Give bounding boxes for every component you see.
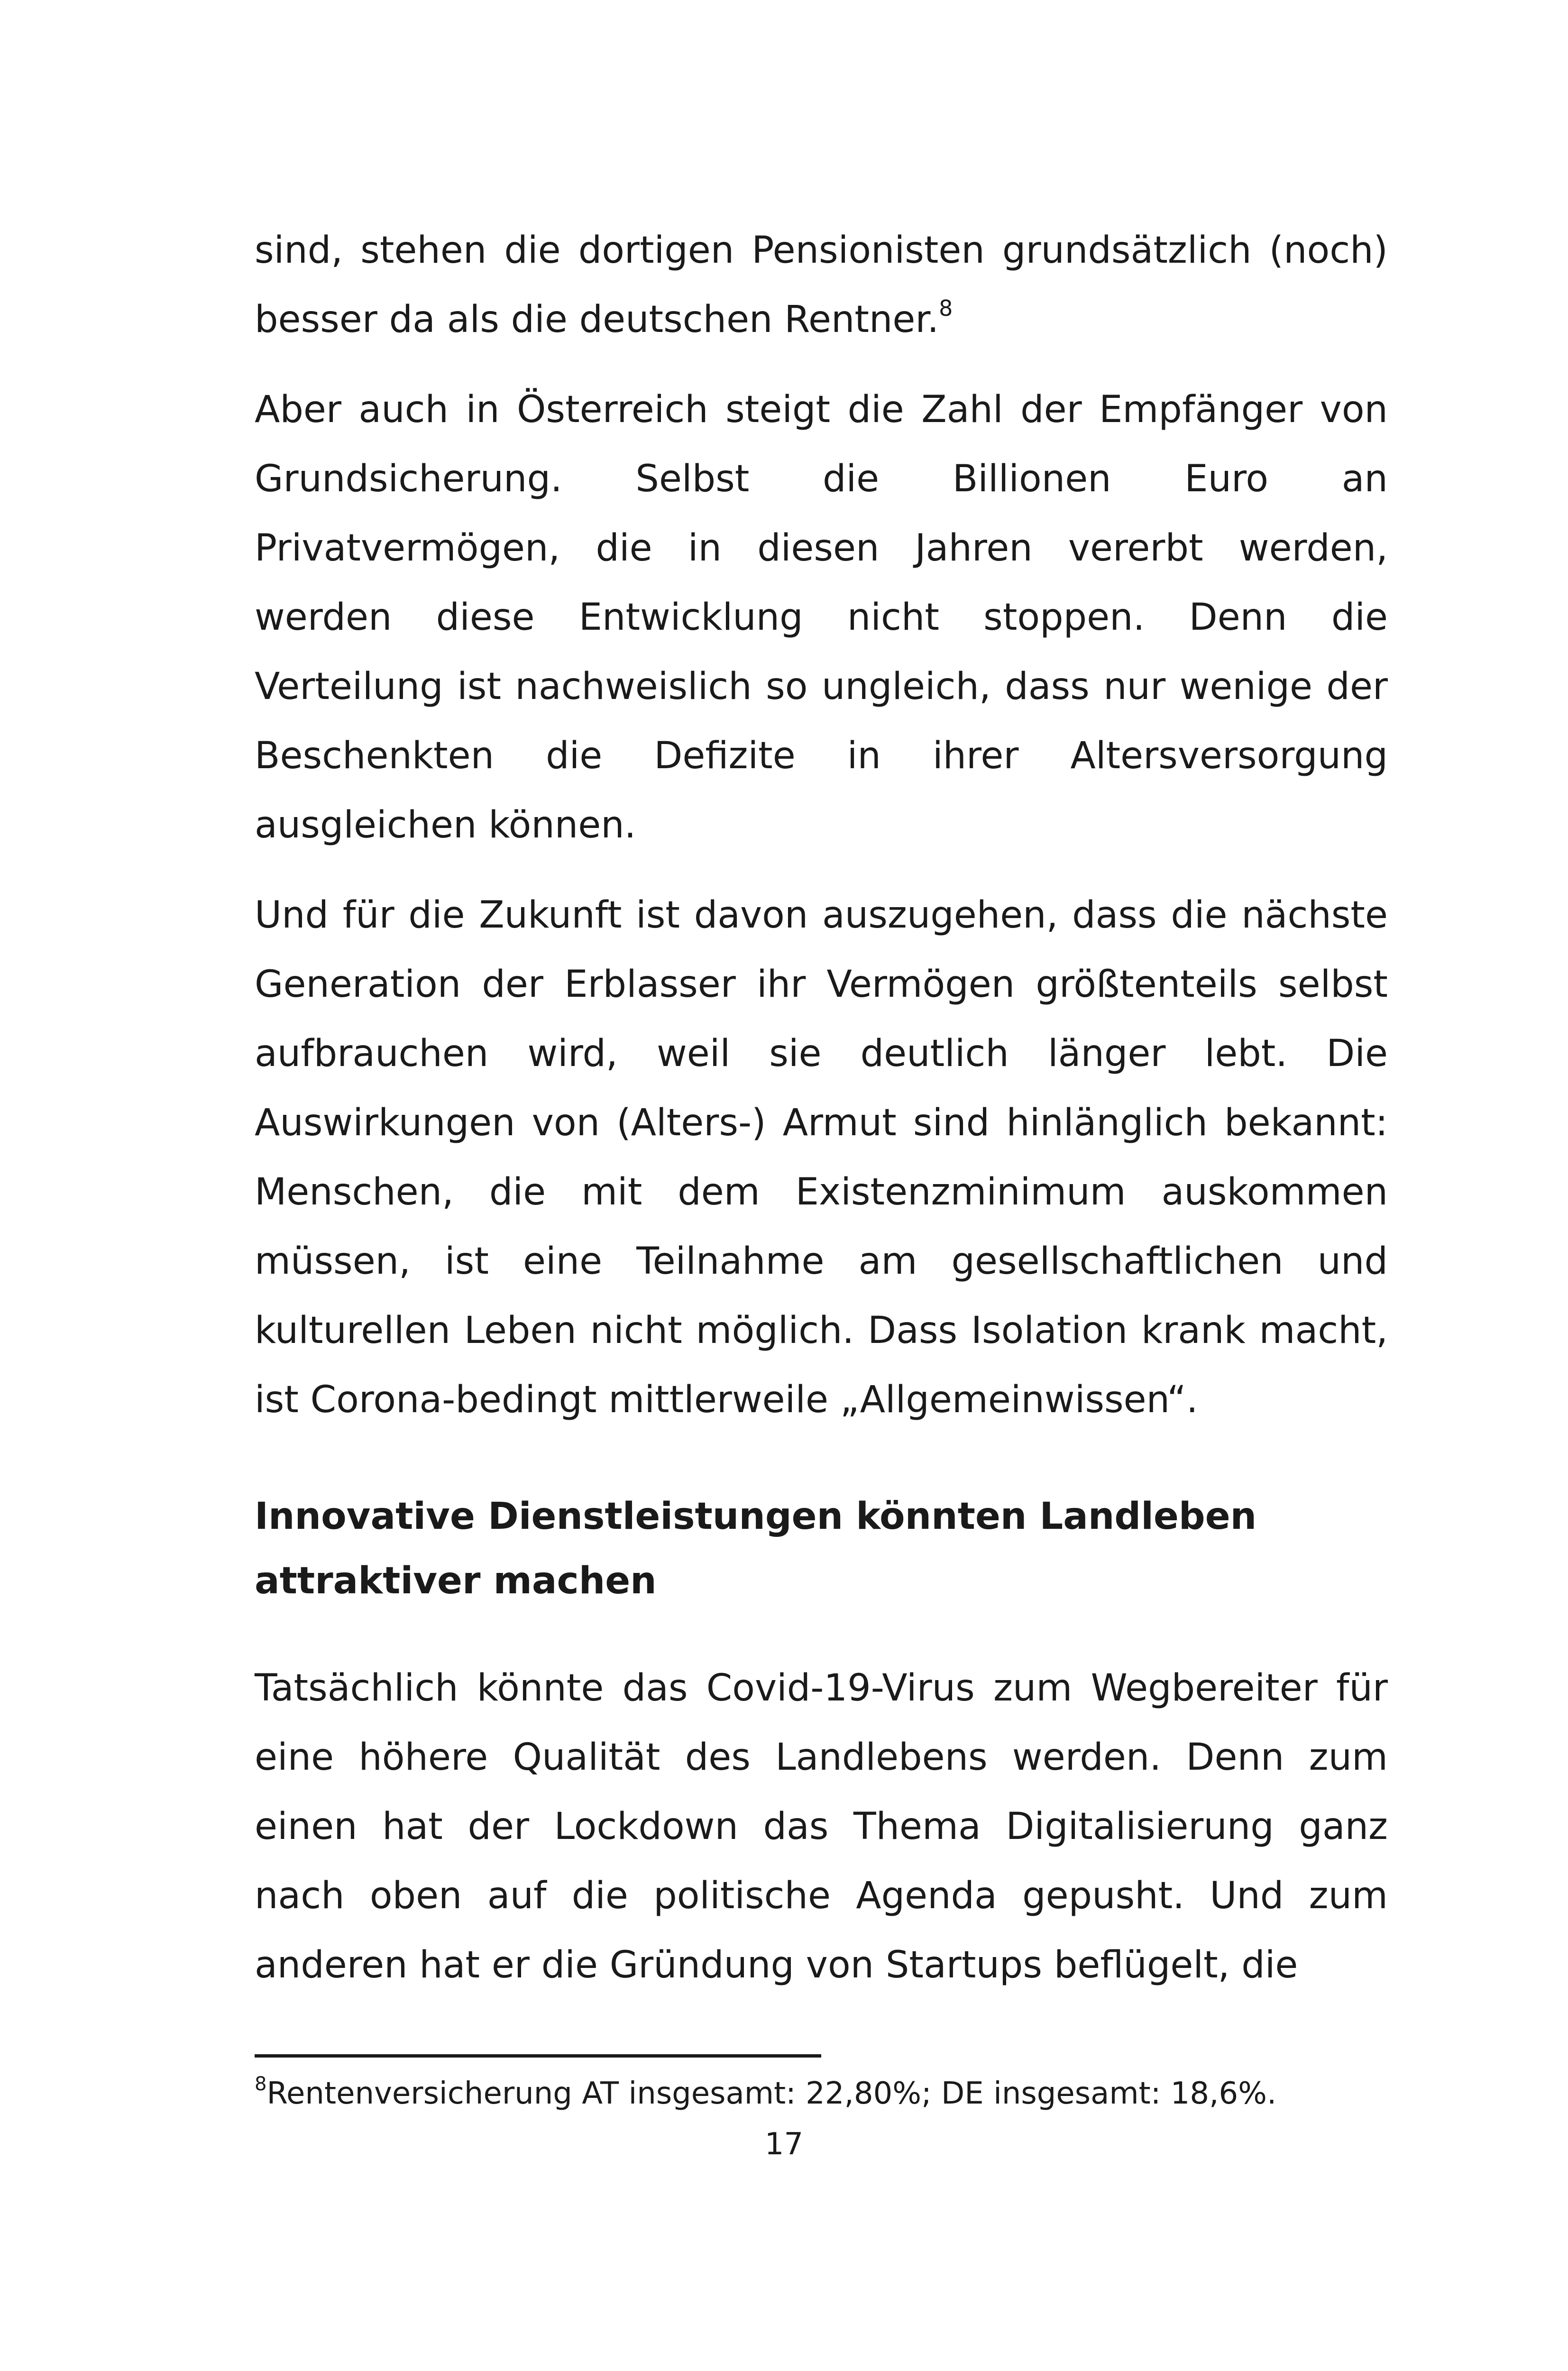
paragraph-4: Tatsächlich könnte das Covid-19-Virus zum Wegbereiter für eine höhere Qualität des Landlebens werden. Denn zum einen hat der Lockdown das Thema Digitalisierung ganz nach oben auf die politische Agenda gepusht. Und zum anderen hat er die Gründung von Startups beflügelt, die [255, 1667, 1388, 1986]
page-number: 17 [764, 2127, 804, 2162]
body-text-bottom [255, 1654, 1388, 2000]
footnote-marker: 8 [255, 2073, 267, 2095]
footnote-text: Rentenversicherung AT insgesamt: 22,80%; DE insgesamt: 18,6%. [266, 2076, 1277, 2111]
body-text-top [255, 216, 1388, 1434]
paragraph-3: Und für die Zukunft ist davon auszugehen, dass die nächste Generation der Erblasser ihr Vermögen größtenteils selbst aufbrauchen wird, weil sie deutlich länger lebt. Die Auswirkungen von (Alters-) Armut sind hinlänglich bekannt: Menschen, die mit dem Existenzminimum auskommen müssen, ist eine Teilnahme am gesellschaftlichen und kulturellen Leben nicht möglich. Dass Isolation krank macht, ist Corona-bedingt mittlerweile „Allgemeinwissen“. [255, 894, 1388, 1421]
section-heading-line-2: attraktiver machen [255, 1560, 657, 1602]
footnote-separator [255, 2054, 821, 2058]
paragraph-2: Aber auch in Österreich steigt die Zahl der Empfänger von Grundsicherung. Selbst die Billionen Euro an Privatvermögen, die in diesen Jahren vererbt werden, werden diese Entwicklung nicht stoppen. Denn die Verteilung ist nachweislich so ungleich, dass nur wenige der Beschenkten die Defizite in ihrer Altersversorgung ausgleichen können. [255, 388, 1388, 846]
paragraph-1 [255, 216, 1388, 354]
section-heading [255, 1484, 1388, 1613]
section-heading-line-1: Innovative Dienstleistungen könnten Landleben [255, 1495, 1257, 1538]
footnote [255, 2068, 1388, 2120]
footnote-reference: 8 [939, 295, 953, 321]
paragraph-1-text: sind, stehen die dortigen Pensionisten grundsätzlich (noch) besser da als die deutschen Rentner. [255, 229, 1388, 341]
